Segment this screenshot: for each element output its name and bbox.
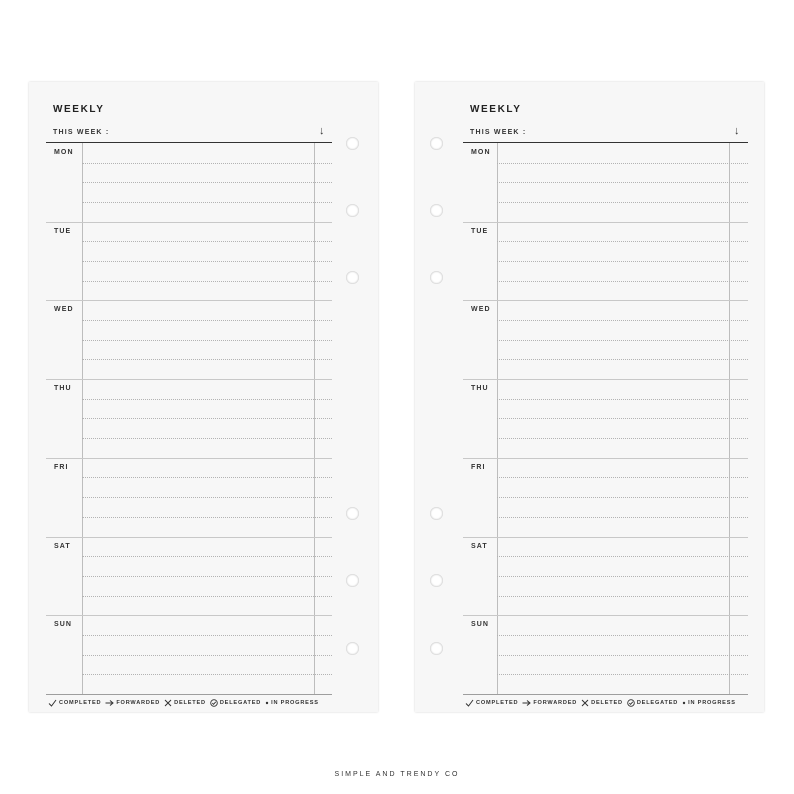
legend-label: DELEGATED — [219, 700, 262, 706]
writing-line[interactable] — [82, 477, 332, 478]
legend-label: DELETED — [174, 700, 206, 706]
day-label-thu: THU — [54, 385, 72, 393]
header-rule — [463, 142, 748, 143]
writing-line[interactable] — [497, 596, 748, 597]
writing-line[interactable] — [497, 340, 748, 341]
writing-line[interactable] — [497, 281, 748, 282]
writing-line[interactable] — [497, 635, 748, 636]
dot-icon — [682, 699, 686, 707]
day-separator[interactable] — [463, 222, 748, 223]
writing-line[interactable] — [497, 320, 748, 321]
binder-hole — [346, 271, 359, 284]
writing-line[interactable] — [82, 399, 332, 400]
writing-line[interactable] — [497, 438, 748, 439]
day-label-sun: SUN — [471, 621, 490, 629]
legend-item — [48, 699, 101, 707]
page-title: WEEKLY — [470, 104, 522, 115]
day-label-tue: TUE — [54, 227, 72, 235]
writing-line[interactable] — [497, 418, 748, 419]
legend-label: FORWARDED — [116, 700, 161, 706]
binder-hole — [346, 204, 359, 217]
writing-line[interactable] — [497, 399, 748, 400]
day-label-fri: FRI — [54, 463, 69, 471]
writing-line[interactable] — [82, 497, 332, 498]
day-separator[interactable] — [463, 379, 748, 380]
legend-item — [627, 699, 678, 707]
writing-line[interactable] — [497, 359, 748, 360]
day-label-sun: SUN — [54, 621, 73, 629]
day-separator[interactable] — [463, 458, 748, 459]
legend-label: COMPLETED — [59, 700, 102, 706]
day-label-sat: SAT — [54, 542, 71, 550]
day-separator[interactable] — [463, 615, 748, 616]
brand-footer: SIMPLE AND TRENDY CO — [334, 771, 460, 778]
circle-check-icon — [210, 699, 218, 707]
writing-line[interactable] — [82, 596, 332, 597]
x-icon — [581, 699, 589, 707]
writing-line[interactable] — [82, 418, 332, 419]
planner-page-right — [415, 82, 764, 712]
status-legend — [48, 697, 319, 709]
legend-label: IN PROGRESS — [688, 700, 736, 706]
check-icon — [48, 699, 57, 707]
binder-hole — [346, 574, 359, 587]
legend-rule — [463, 694, 748, 695]
day-separator[interactable] — [46, 615, 332, 616]
binder-hole — [430, 137, 443, 150]
x-icon — [164, 699, 172, 707]
day-label-wed: WED — [54, 306, 74, 314]
day-separator[interactable] — [463, 537, 748, 538]
page-title: WEEKLY — [53, 104, 105, 115]
day-separator[interactable] — [46, 537, 332, 538]
writing-line[interactable] — [497, 517, 748, 518]
legend-item — [210, 699, 261, 707]
binder-hole — [346, 137, 359, 150]
binder-hole — [430, 642, 443, 655]
writing-line[interactable] — [497, 655, 748, 656]
day-label-fri: FRI — [471, 463, 486, 471]
writing-line[interactable] — [497, 497, 748, 498]
writing-line[interactable] — [82, 241, 332, 242]
writing-line[interactable] — [82, 438, 332, 439]
legend-item — [581, 699, 623, 707]
writing-line[interactable] — [82, 576, 332, 577]
header-rule — [46, 142, 332, 143]
writing-line[interactable] — [82, 320, 332, 321]
dot-icon — [265, 699, 269, 707]
circle-check-icon — [627, 699, 635, 707]
this-week-label: THIS WEEK : — [470, 129, 527, 136]
legend-item — [465, 699, 518, 707]
writing-line[interactable] — [497, 163, 748, 164]
legend-item — [265, 699, 319, 707]
day-label-sat: SAT — [471, 542, 488, 550]
planner-page-left — [29, 82, 378, 712]
down-arrow-icon: ↓ — [734, 125, 740, 137]
writing-line[interactable] — [497, 556, 748, 557]
binder-hole — [430, 271, 443, 284]
down-arrow-icon: ↓ — [319, 125, 325, 137]
legend-item — [682, 699, 736, 707]
writing-line[interactable] — [82, 635, 332, 636]
writing-line[interactable] — [497, 576, 748, 577]
writing-line[interactable] — [497, 182, 748, 183]
writing-line[interactable] — [82, 261, 332, 262]
check-icon — [465, 699, 474, 707]
legend-rule — [46, 694, 332, 695]
day-label-mon: MON — [54, 149, 74, 156]
writing-line[interactable] — [82, 281, 332, 282]
day-label-wed: WED — [471, 306, 491, 314]
day-separator[interactable] — [46, 300, 332, 301]
writing-line[interactable] — [497, 241, 748, 242]
writing-line[interactable] — [82, 556, 332, 557]
day-separator[interactable] — [46, 379, 332, 380]
binder-hole — [430, 507, 443, 520]
writing-line[interactable] — [82, 517, 332, 518]
writing-line[interactable] — [82, 202, 332, 203]
binder-hole — [430, 204, 443, 217]
writing-line[interactable] — [82, 340, 332, 341]
writing-line[interactable] — [82, 674, 332, 675]
binder-hole — [346, 642, 359, 655]
writing-line[interactable] — [497, 477, 748, 478]
legend-item — [105, 699, 160, 707]
status-legend — [465, 697, 736, 709]
legend-label: DELEGATED — [636, 700, 679, 706]
legend-label: DELETED — [591, 700, 623, 706]
this-week-label: THIS WEEK : — [53, 129, 110, 136]
day-label-thu: THU — [471, 385, 489, 393]
arrow-right-icon — [522, 699, 531, 707]
writing-line[interactable] — [82, 163, 332, 164]
day-label-mon: MON — [471, 149, 491, 156]
legend-label: IN PROGRESS — [271, 700, 319, 706]
day-separator[interactable] — [46, 458, 332, 459]
writing-line[interactable] — [82, 182, 332, 183]
writing-line[interactable] — [82, 359, 332, 360]
arrow-right-icon — [105, 699, 114, 707]
writing-line[interactable] — [497, 261, 748, 262]
writing-line[interactable] — [82, 655, 332, 656]
writing-line[interactable] — [497, 674, 748, 675]
legend-item — [164, 699, 206, 707]
binder-hole — [430, 574, 443, 587]
legend-label: COMPLETED — [476, 700, 519, 706]
day-separator[interactable] — [46, 222, 332, 223]
day-separator[interactable] — [463, 300, 748, 301]
binder-hole — [346, 507, 359, 520]
day-label-tue: TUE — [471, 227, 489, 235]
writing-line[interactable] — [497, 202, 748, 203]
legend-item — [522, 699, 577, 707]
legend-label: FORWARDED — [533, 700, 578, 706]
